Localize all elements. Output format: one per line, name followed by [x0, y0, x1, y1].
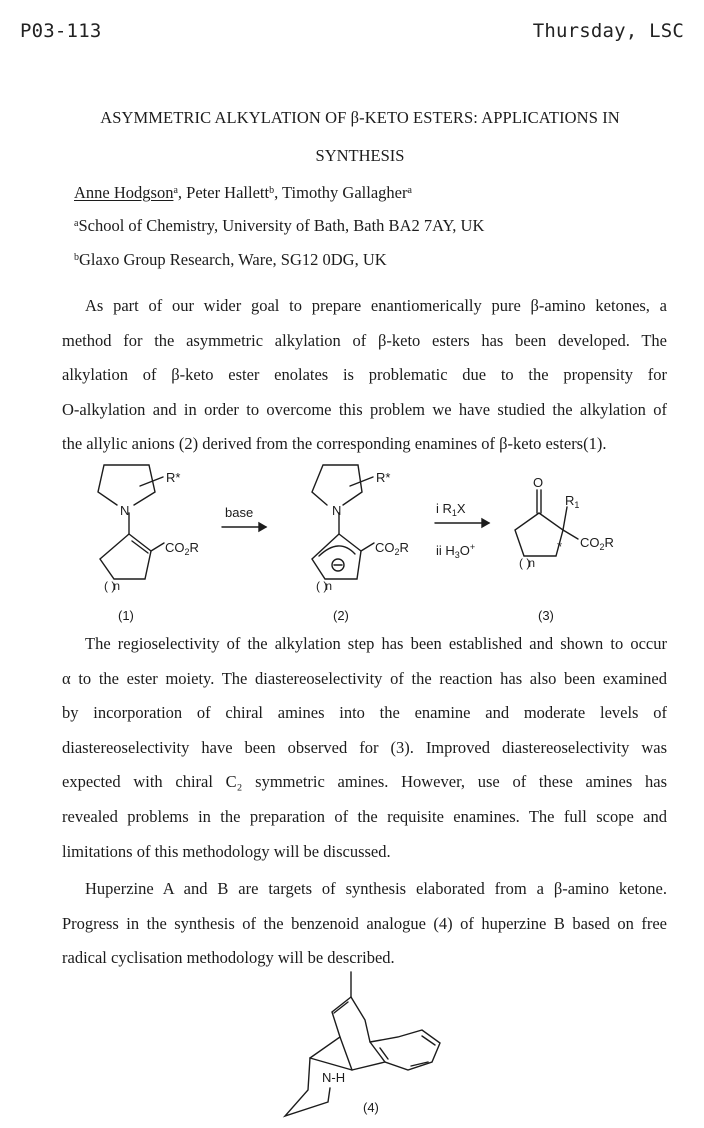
text-line: the allylic anions (2) derived from the corresponding enamines of β-keto esters(1). [62, 434, 607, 454]
ring-index-label: ( )n [316, 579, 333, 593]
ester-label: $CO_2R$ [375, 540, 409, 557]
affiliation-b [74, 250, 387, 270]
separator: , [274, 183, 283, 202]
compound-1-label: (1) [118, 608, 134, 623]
author-name: Peter Hallett [186, 183, 270, 202]
affiliation-mark: a [74, 218, 79, 229]
affiliation-text: Glaxo Group Research, Ware, SG12 0DG, UK [79, 250, 387, 269]
author-list [74, 183, 412, 203]
ester-label: $CO_2R$ [580, 535, 614, 552]
ring-index-label: ( )n [519, 556, 536, 570]
reagent-base: base [225, 505, 254, 520]
compound-2-label: (2) [333, 608, 349, 623]
ring-index-label: ( )n [104, 579, 121, 593]
substituent-label: $R_1$ [565, 493, 580, 510]
paragraph-results [62, 627, 667, 869]
text-line: diastereoselectivity have been observed for (3). Improved diastereoselectivity was [62, 737, 667, 757]
substituent-label: R* [376, 470, 391, 485]
compound-1-structure [98, 465, 164, 579]
nitrogen-label: N [120, 503, 130, 518]
reagent-step-i: i $R_1X$ [436, 501, 466, 518]
compound-2-structure [312, 465, 374, 579]
substituent-label: R* [166, 470, 181, 485]
text-line: limitations of this methodology will be discussed. [62, 841, 391, 861]
text-line: The regioselectivity of the alkylation step has been established and shown to occur [85, 634, 667, 653]
reaction-arrow-2 [435, 519, 489, 527]
amine-label: N-H [322, 1070, 346, 1085]
text-line: O-alkylation and in order to overcome this problem we have studied the alkylation of [62, 399, 667, 419]
affiliation-mark: a [173, 185, 178, 196]
text-line: expected with chiral C₂ symmetric amines. However, use of these amines has [62, 772, 667, 792]
reagent-step-ii: ii $H_3O^+$ [436, 542, 476, 560]
session-label: Thursday, LSC [532, 20, 684, 42]
text-line: revealed problems in the preparation of the requisite enamines. The full scope and [62, 806, 667, 826]
paragraph-intro [62, 289, 667, 462]
affiliation-mark: b [269, 185, 275, 196]
text-line: alkylation of β-keto ester enolates is problematic due to the propensity for [62, 365, 667, 385]
compound-3-label: (3) [538, 608, 554, 623]
ester-label: $CO_2R$ [165, 540, 199, 557]
author-name: Timothy Gallagher [282, 183, 408, 202]
nitrogen-label: N [332, 503, 342, 518]
separator: , [177, 183, 187, 202]
title-line-2: SYNTHESIS [315, 146, 405, 165]
text-line: Progress in the synthesis of the benzenoid analogue (4) of huperzine B based on free [62, 913, 667, 933]
text-line: radical cyclisation methodology will be described. [62, 948, 395, 968]
text-line: method for the asymmetric alkylation of β-keto esters has been developed. The [62, 330, 667, 350]
reaction-scheme [0, 455, 704, 630]
text-line: Huperzine A and B are targets of synthesis elaborated from a β-amino ketone. [85, 879, 667, 898]
text-line: α to the ester moiety. The diastereoselectivity of the reaction has also been examined [62, 668, 667, 688]
reaction-arrow-1 [222, 523, 266, 531]
stereocenter-mark: * [557, 539, 563, 554]
text-line: by incorporation of chiral amines into the enamine and moderate levels of [62, 703, 667, 723]
author-name-presenting: Anne Hodgson [74, 183, 174, 202]
affiliation-a [74, 216, 484, 236]
affiliation-mark: b [74, 252, 79, 263]
title-line-1: ASYMMETRIC ALKYLATION OF β-KETO ESTERS: APPLICATIONS IN [100, 108, 620, 127]
affiliation-mark: a [407, 185, 412, 196]
poster-code: P03-113 [20, 20, 102, 42]
compound-4-label: (4) [363, 1100, 379, 1115]
text-line: As part of our wider goal to prepare enantiomerically pure β-amino ketones, a [85, 296, 667, 315]
affiliation-text: School of Chemistry, University of Bath, Bath BA2 7AY, UK [78, 216, 485, 235]
oxygen-label: O [533, 475, 544, 490]
compound-4-structure [270, 960, 470, 1128]
